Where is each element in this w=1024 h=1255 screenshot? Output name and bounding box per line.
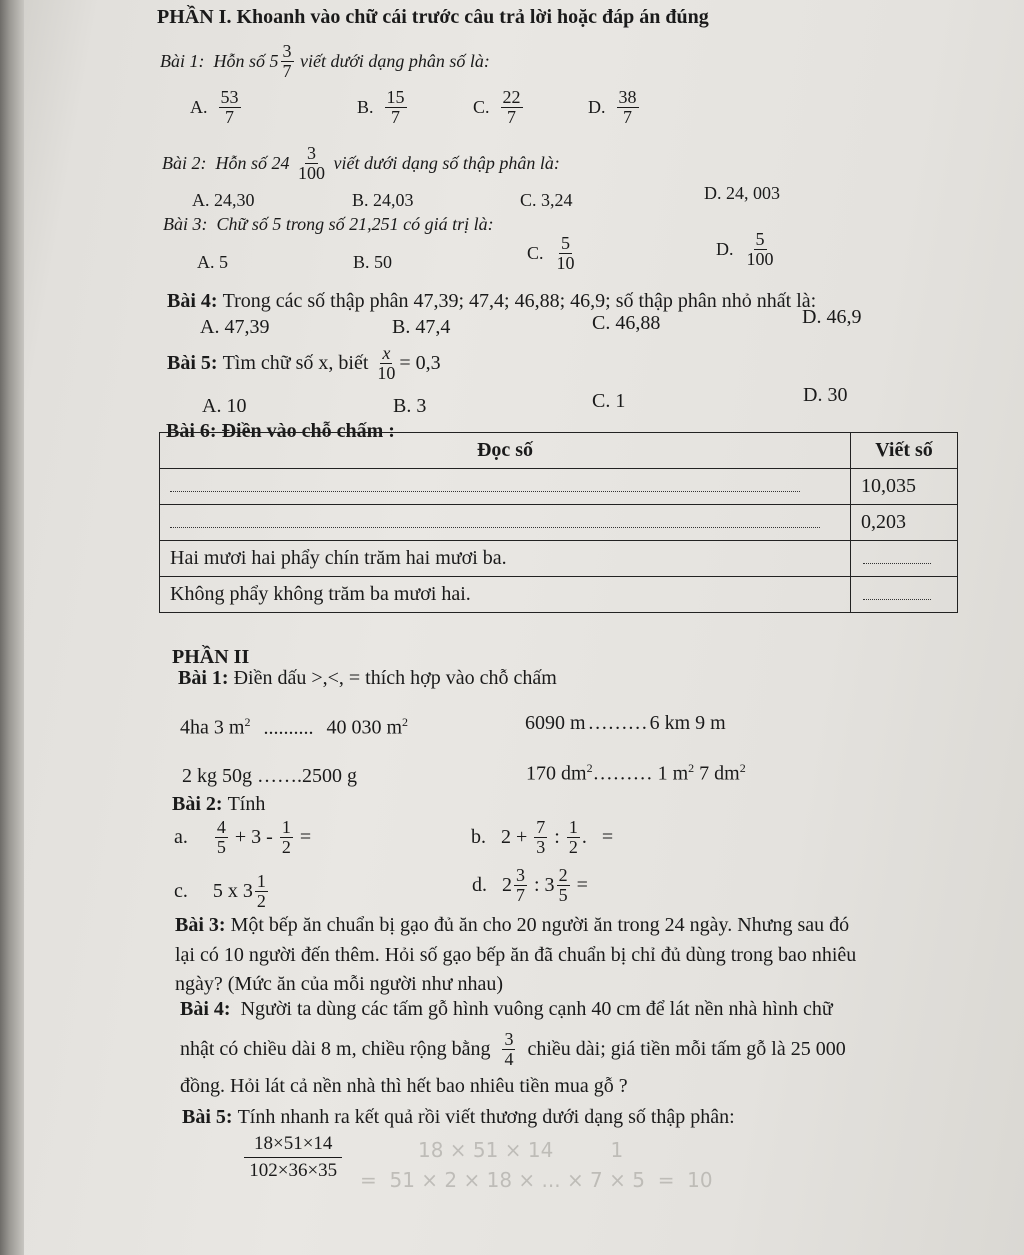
bai4-option-d[interactable]: D. 46,9 (802, 306, 862, 328)
compare-1-blank[interactable]: .......... (263, 716, 314, 739)
bai3-option-d[interactable]: D. $\frac{5}{100}$ (716, 229, 774, 269)
col-header-write: Viết số (851, 433, 958, 469)
bai2-option-b[interactable]: B. 24,03 (352, 190, 414, 210)
bai5-option-c[interactable]: C. 1 (592, 390, 626, 412)
p2-bai1-question (178, 667, 557, 690)
compare-3: 2 kg 50g …….2500 g (182, 765, 357, 787)
bai5-option-d[interactable]: D. 30 (803, 384, 848, 406)
expr-c: c. 5 x 3 $\frac{1}{2}$ (174, 871, 266, 911)
handwriting-bleed: = 51 × 2 × 18 × ... × 7 × 5 = 10 (360, 1168, 713, 1192)
table-row (160, 505, 958, 541)
bai1-option-a[interactable]: A. $\frac{53}{7}$ (190, 87, 239, 127)
table-row (160, 469, 958, 505)
p2-bai5-question: Bài 5: Tính nhanh ra kết quả rồi viết thương dưới dạng số thập phân: (182, 1106, 735, 1128)
bai1-option-c[interactable]: C. $\frac{22}{7}$ (473, 87, 521, 127)
bai6-text: Điền vào chỗ chấm : (221, 420, 395, 442)
col-header-read: Đọc số (160, 433, 851, 469)
bai4-option-a[interactable]: A. 47,39 (200, 316, 270, 338)
p2-bai1-text: Điền dấu >,<, = thích hợp vào chỗ chấm (233, 667, 557, 689)
p2-bai5-label: Bài 5: (182, 1106, 233, 1128)
page-shadow-edge (0, 0, 24, 1255)
write-cell: 10,035 (851, 469, 958, 505)
read-cell: Hai mươi hai phẩy chín trăm hai mươi ba. (160, 541, 851, 577)
bai2-text-after: viết dưới dạng số thập phân là: (333, 152, 560, 173)
bai5-equals: = 0,3 (399, 351, 441, 374)
bai2-option-c[interactable]: C. 3,24 (520, 190, 573, 210)
read-cell: Không phẩy không trăm ba mươi hai. (160, 577, 851, 613)
read-cell[interactable] (160, 469, 851, 505)
expr-d: d. 2 $\frac{3}{7}$ : 3 $\frac{2}{5}$ = (472, 865, 588, 905)
compare-2-blank[interactable]: ……… (587, 712, 648, 734)
compare-2: 6090 m ……… 6 km 9 m (525, 712, 726, 734)
bai4-label: Bài 4: (167, 290, 218, 312)
compare-3-blank[interactable]: ……. (257, 765, 302, 787)
p2-bai3-line3: ngày? (Mức ăn của mỗi người như nhau) (175, 973, 504, 995)
p2-bai2-question (172, 793, 265, 816)
bai3-label: Bài 3: (163, 214, 208, 234)
bai4-option-b[interactable]: B. 47,4 (392, 316, 451, 338)
bai3-option-c[interactable]: C. $\frac{5}{10}$ (527, 233, 575, 273)
compare-4-blank[interactable]: ……… (592, 762, 653, 785)
bai5-question (167, 344, 441, 383)
bai4-question (167, 290, 816, 313)
bai6-table (159, 432, 958, 613)
bai6-label: Bài 6: (166, 420, 217, 442)
bai1-text-after: viết dưới dạng phân số là: (300, 50, 490, 71)
p2-bai3-line2: lại có 10 người đến thêm. Hỏi số gạo bếp ăn đã chuẩn bị chỉ đủ dùng trong bao nhiêu (175, 944, 857, 966)
bai4-option-c[interactable]: C. 46,88 (592, 312, 661, 334)
p2-bai5-fraction: $\frac{18\times 51\times 14}{102\times 36\times 35}$ (244, 1134, 342, 1181)
p2-bai3-line1: Bài 3: Một bếp ăn chuẩn bị gạo đủ ăn cho 20 người ăn trong 24 ngày. Nhưng sau đó (175, 914, 850, 936)
bai3-option-b[interactable]: B. 50 (353, 252, 393, 272)
expr-b: b. 2 + $\frac{7}{3}$ : $\frac{1}{2}$ . = (471, 817, 614, 857)
bai1-mixed-fraction: $\frac{3}{7}$ (282, 41, 292, 81)
bai5-option-a[interactable]: A. 10 (202, 395, 247, 417)
table-header-row (160, 433, 958, 469)
bai5-fraction: $\frac{x}{10}$ (377, 343, 396, 383)
p2-bai3-label: Bài 3: (175, 914, 226, 936)
bai3-option-a[interactable]: A. 5 (197, 252, 228, 272)
bai2-text: Hỗn số 24 (215, 152, 290, 173)
bai1-option-d[interactable]: D. $\frac{38}{7}$ (588, 87, 637, 127)
compare-4: 170 $dm^2\dots\dots\dots$ 1 $m^2$ 7 $dm^2$ (526, 761, 746, 785)
p2-bai4-line1: Bài 4: Người ta dùng các tấm gỗ hình vuông cạnh 40 cm để lát nền nhà hình chữ (180, 998, 833, 1020)
write-cell[interactable] (851, 577, 958, 613)
bai1-label: Bài 1: (160, 50, 205, 71)
bai1-text: Hỗn số 5 (213, 50, 279, 71)
part2-heading: PHẦN II (172, 646, 250, 668)
bai2-option-a[interactable]: A. 24,30 (192, 190, 255, 210)
handwriting-bleed: 18 × 51 × 14 1 (418, 1138, 624, 1162)
p2-bai1-label: Bài 1: (178, 667, 229, 689)
bai3-text: Chữ số 5 trong số 21,251 có giá trị là: (216, 214, 494, 234)
bai5-option-b[interactable]: B. 3 (393, 395, 427, 417)
bai2-question (162, 144, 560, 183)
p2-bai4-line3: đồng. Hỏi lát cả nền nhà thì hết bao nhiêu tiền mua gỗ ? (180, 1075, 628, 1097)
expr-a: a. $\frac{4}{5}$ + 3 - $\frac{1}{2}$ = (174, 817, 312, 857)
bai2-label: Bài 2: (162, 152, 207, 173)
bai5-text: Tìm chữ số x, biết (222, 351, 369, 374)
table-row (160, 577, 958, 613)
bai2-mixed-fraction: $\frac{3}{100}$ (298, 143, 326, 183)
bai1-question (160, 42, 490, 81)
read-cell[interactable] (160, 505, 851, 541)
p2-bai4-line2: nhật có chiều dài 8 m, chiều rộng bằng $\frac{3}{4}$ chiều dài; giá tiền mỗi tấm gỗ là 25 000 (180, 1029, 846, 1069)
p2-bai2-text: Tính (227, 793, 266, 815)
bai3-question (163, 214, 494, 235)
write-cell[interactable] (851, 541, 958, 577)
write-cell: 0,203 (851, 505, 958, 541)
table-row (160, 541, 958, 577)
bai1-option-b[interactable]: B. $\frac{15}{7}$ (357, 87, 405, 127)
p2-bai4-label: Bài 4: (180, 998, 231, 1020)
bai2-option-d[interactable]: D. 24, 003 (704, 183, 780, 203)
part1-heading: PHẦN I. Khoanh vào chữ cái trước câu trả lời hoặc đáp án đúng (157, 6, 709, 28)
p2-bai2-label: Bài 2: (172, 793, 223, 815)
compare-1: 4ha 3 $m^2$ .......... 40 030 $m^2$ (180, 715, 408, 739)
bai5-label: Bài 5: (167, 351, 218, 374)
bai4-text: Trong các số thập phân 47,39; 47,4; 46,88; 46,9; số thập phân nhỏ nhất là: (222, 290, 817, 312)
